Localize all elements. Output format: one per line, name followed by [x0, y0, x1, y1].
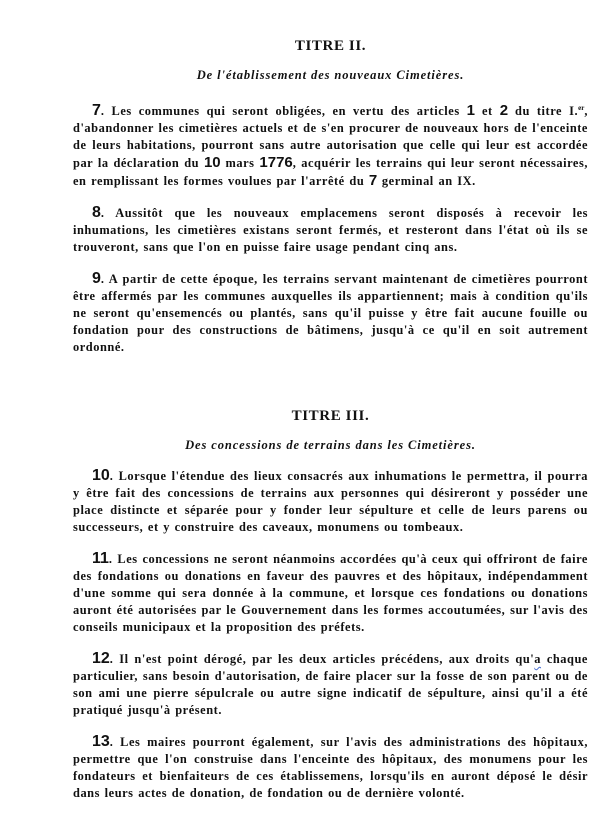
article-number: 9 — [92, 270, 101, 287]
article-number: 12 — [92, 650, 110, 667]
article-13: 13. Les maires pourront également, sur l'avis des administrations des hôpitaux, permettre que l'on construise dans l'enceinte des hôpitaux, des monumens pour les fondateurs et bienfaiteurs de ces établissemens, lorsqu'ils en auront déposé le désir dans leurs actes de donation, de fondation ou de dernière volonté. — [73, 733, 588, 800]
article-number: 7 — [92, 102, 101, 119]
article-7: 7. Les communes qui seront obligées, en vertu des articles 1 et 2 du titre I.$^{er}$, d'abandonner les cimetières actuels et de s'en procurer de nouveaux hors de l'enceinte de leurs habitations, pourront sans autre autorisation que celle qui leur est accordée par la déclaration du 10 mars 1776, acquérir les terrains qui leur seront nécessaires, en remplissant les formes voulues par l'arrêté du 7 germinal an IX. — [73, 102, 588, 189]
article-number: 10 — [92, 467, 110, 484]
titre-iii-heading: TITRE III. — [291, 408, 370, 424]
article-number: 13 — [92, 733, 110, 750]
titre-ii-heading: TITRE II. — [294, 38, 367, 54]
titre-iii-subtitle: Des concessions de terrains dans les Cimetières. — [185, 438, 476, 452]
titre-ii-subtitle: De l'établissement des nouveaux Cimetières. — [196, 68, 465, 82]
article-9: 9. A partir de cette époque, les terrains servant maintenant de cimetières pourront être affermés par les communes auxquelles ils appartiennent; mais à condition qu'ils ne seront qu'ensemencés ou plantés, sans qu'il puisse y être fait aucune fouille ou fondation pour des constructions de bâtimens, jusqu'à ce qu'il en soit autrement ordonné. — [73, 270, 588, 354]
article-number: 11 — [92, 550, 109, 567]
article-10: 10. Lorsque l'étendue des lieux consacrés aux inhumations le permettra, il pourra y être fait des concessions de terrains aux personnes qui désireront y posséder une place distincte et séparée pour y fonder leur sépulture et celle de leurs parens ou successeurs, et y construire des caveaux, monumens ou tombeaux. — [73, 467, 588, 534]
spellcheck-flagged-word[interactable]: a — [534, 652, 542, 666]
document-page — [73, 0, 588, 802]
article-11: 11. Les concessions ne seront néanmoins accordées qu'à ceux qui offriront de faire des fondations ou donations en faveur des pauvres et des hôpitaux, indépendamment d'une somme qui sera donnée à la commune, et lorsque ces fondations ou donations auront été autorisées par le Gouvernement dans les formes accoutumées, sur l'avis des conseils municipaux et la proposition des préfets. — [73, 550, 588, 634]
article-12: 12. Il n'est point dérogé, par les deux articles précédens, aux droits qu'a chaque particulier, sans besoin d'autorisation, de faire placer sur la fosse de son parent ou de son ami une pierre sépulcrale ou autre signe indicatif de sépulture, ainsi qu'il a été pratiqué jusqu'à présent. — [73, 650, 588, 717]
article-8: 8. Aussitôt que les nouveaux emplacemens seront disposés à recevoir les inhumations, les cimetières existans seront fermés, et resteront dans l'état où ils se trouveront, sans que l'on en puisse faire usage pendant cinq ans. — [73, 204, 588, 254]
article-number: 8 — [92, 204, 101, 221]
